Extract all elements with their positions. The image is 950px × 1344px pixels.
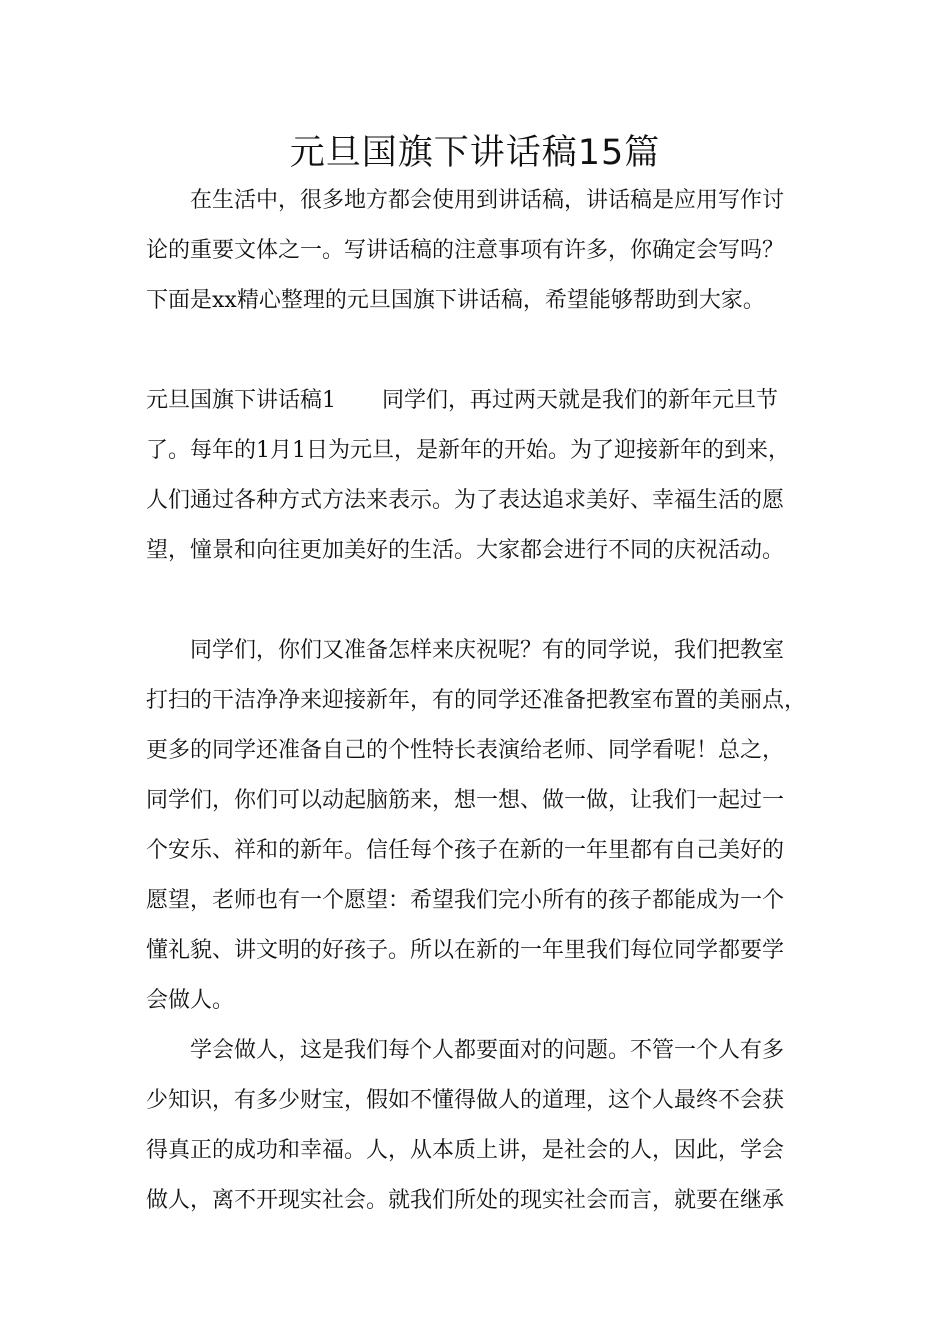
- section1-line: 人们通过各种方式方法来表示。为了表达追求美好、幸福生活的愿: [146, 488, 785, 513]
- para2-line: 个安乐、祥和的新年。信任每个孩子在新的一年里都有自己美好的: [146, 838, 785, 863]
- para2-line: 打扫的干洁净净来迎接新年，有的同学还准备把教室布置的美丽点，: [146, 688, 807, 713]
- para2-line: 会做人。: [146, 988, 235, 1013]
- para2-line: 同学们，你们又准备怎样来庆祝呢？有的同学说，我们把教室: [190, 638, 785, 663]
- para3-line: 做人，离不开现实社会。就我们所处的现实社会而言，就要在继承: [146, 1188, 785, 1213]
- para2-line: 愿望，老师也有一个愿望：希望我们完小所有的孩子都能成为一个: [146, 888, 785, 913]
- intro-line: 下面是xx精心整理的元旦国旗下讲话稿，希望能够帮助到大家。: [146, 288, 765, 313]
- section1-first-line: [146, 386, 826, 416]
- para3-line: 学会做人，这是我们每个人都要面对的问题。不管一个人有多: [190, 1038, 785, 1063]
- intro-line: 在生活中，很多地方都会使用到讲话稿，讲话稿是应用写作讨: [190, 188, 785, 213]
- para2-line: 懂礼貌、讲文明的好孩子。所以在新的一年里我们每位同学都要学: [146, 938, 785, 963]
- para2-line: 更多的同学还准备自己的个性特长表演给老师、同学看呢！总之，: [146, 738, 785, 763]
- section1-line: 了。每年的1月1日为元旦，是新年的开始。为了迎接新年的到来，: [146, 438, 790, 463]
- para2-line: 同学们，你们可以动起脑筋来，想一想、做一做，让我们一起过一: [146, 788, 785, 813]
- intro-line: 论的重要文体之一。写讲话稿的注意事项有许多，你确定会写吗？: [146, 238, 785, 263]
- section1-first-text: 同学们，再过两天就是我们的新年元旦节: [382, 388, 779, 413]
- document-title: 元旦国旗下讲话稿15篇: [289, 133, 661, 173]
- para3-line: 得真正的成功和幸福。人，从本质上讲，是社会的人，因此，学会: [146, 1138, 785, 1163]
- section1-heading: 元旦国旗下讲话稿1: [146, 388, 336, 413]
- para3-line: 少知识，有多少财宝，假如不懂得做人的道理，这个人最终不会获: [146, 1088, 785, 1113]
- section1-line: 望，憧景和向往更加美好的生活。大家都会进行不同的庆祝活动。: [146, 538, 785, 563]
